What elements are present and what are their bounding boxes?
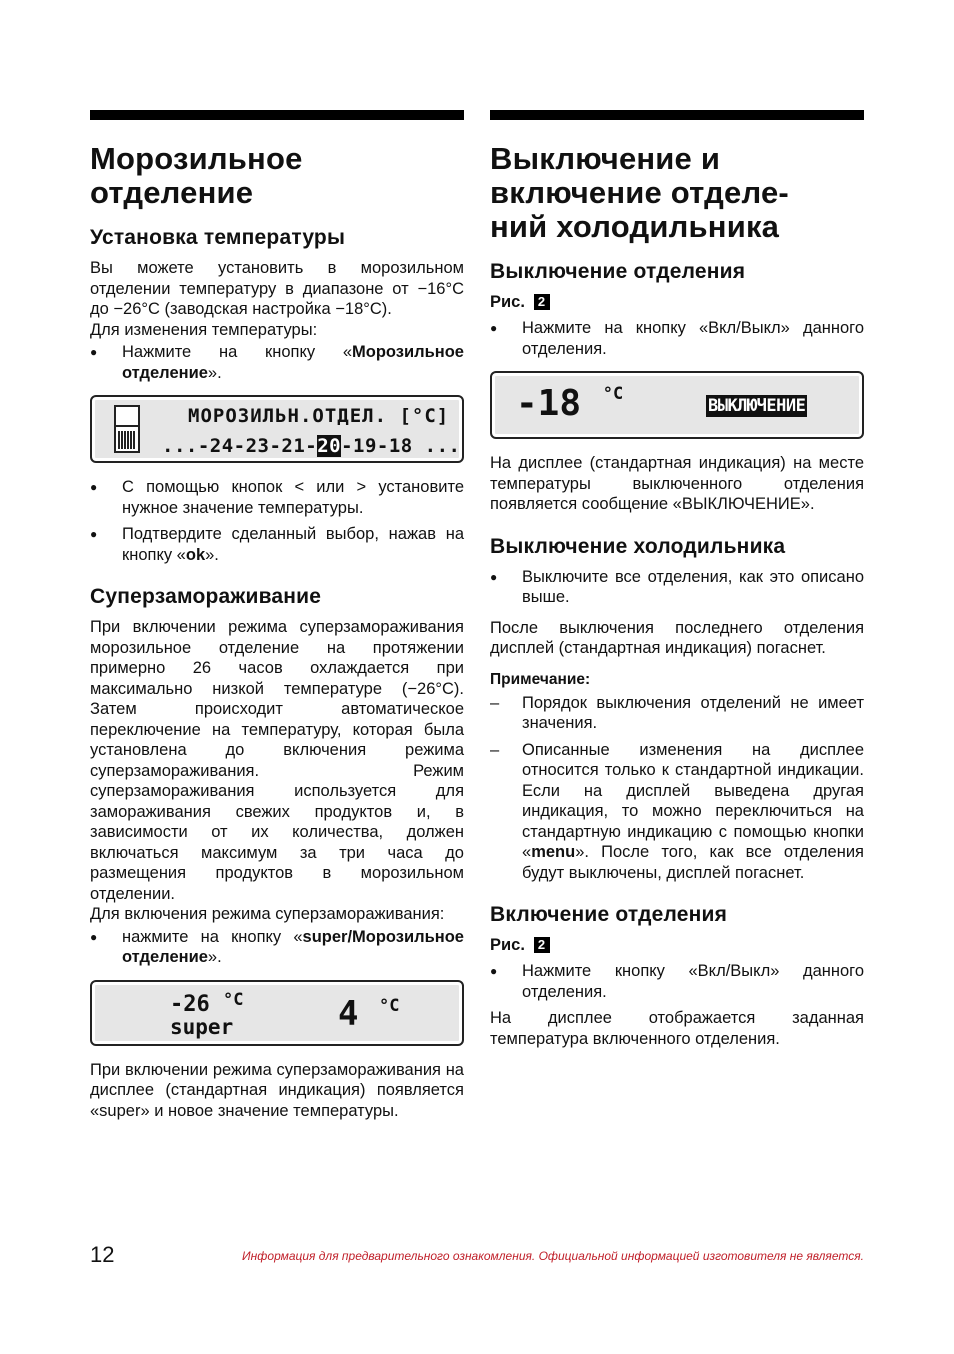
- note-heading: Примечание:: [490, 670, 591, 688]
- left-column: [90, 110, 464, 1121]
- freezer-compartment-icon: [114, 405, 140, 453]
- freezer-title: Морозильное отделение: [90, 141, 303, 210]
- temp-steps-2: [90, 477, 464, 565]
- temp-change-intro: Для изменения температуры:: [90, 320, 318, 339]
- selected-temp: 20: [317, 435, 342, 457]
- superfreeze-display: [90, 980, 464, 1046]
- figure-ref: Рис. 2: [490, 292, 864, 312]
- list-item: ● Нажмите на кнопку «Вкл/Выкл» данного отделения.: [490, 318, 864, 359]
- display-temp-scale: ...-24-23-21-20-19-18 ...: [162, 435, 461, 457]
- list-item: ● Нажмите кнопку «Вкл/Выкл» данного отделения.: [490, 961, 864, 1002]
- compartment-off-steps: [490, 318, 864, 359]
- display-fridge-temp: 4 $^{^\circ C}$: [338, 993, 400, 1034]
- compartment-off-heading: Выключение отделения: [490, 260, 746, 283]
- superfreeze-result: При включении режима суперзамораживания на дисплее (стандартная индикация) появляется «super» и новое значение температуры.: [90, 1060, 464, 1120]
- display-freezer-temp: -26 $^{^\circ C}$: [170, 989, 244, 1017]
- display-super-mode: super: [170, 1014, 234, 1039]
- list-item: ● Выключите все отделения, как это описано выше.: [490, 567, 864, 608]
- freezer-temp-display: [90, 395, 464, 463]
- page-number: 12: [90, 1242, 115, 1267]
- list-item: ● Нажмите на кнопку «Морозильное отделение».: [90, 342, 464, 383]
- off-display: [490, 371, 864, 439]
- compartment-on-heading: Включение отделения: [490, 903, 728, 926]
- temp-steps-1: [90, 342, 464, 383]
- figure-ref: Рис. 2: [490, 935, 864, 955]
- list-item: – Порядок выключения отделений не имеет значения.: [490, 693, 864, 734]
- superfreeze-text: При включении режима суперзамораживания морозильное отделение на протяжении примерно 26 часов охлаждается при максимально низкой температуре (−26°C). Затем происходит автоматическое переключение на температуру, которая была установлена до включения режима суперзамораживания. Режим суперзамораживания используется для замораживания свежих продуктов и, в зависимости от их количества, должен включаться максимум за три часа до размещения продуктов в морозильном отделении.: [90, 618, 464, 903]
- list-item: ● Подтвердите сделанный выбор, нажав на кнопку «ok».: [90, 524, 464, 565]
- section-rule: [490, 110, 864, 120]
- superfreeze-intro: Для включения режима суперзамораживания:: [90, 905, 445, 923]
- fridge-off-steps: [490, 567, 864, 608]
- note-list: [490, 693, 864, 884]
- superfreeze-heading: Суперзамораживание: [90, 585, 322, 608]
- list-item: ● нажмите на кнопку «super/Морозильное отделение».: [90, 927, 464, 968]
- temp-setting-heading: Установка температуры: [90, 226, 346, 249]
- disclaimer: Информация для предварительного ознакомления. Официальной информацией изготовителя не является.: [242, 1249, 864, 1263]
- fridge-off-text: После выключения последнего отделения дисплей (стандартная индикация) погаснет.: [490, 618, 864, 657]
- display-off-temp: -18 $^{^\circ C}$: [516, 383, 624, 424]
- display-menu-title: МОРОЗИЛЬН.ОТДЕЛ. [°C]: [188, 405, 450, 427]
- temp-setting-text: Вы можете установить в морозильном отделении температуру в диапазоне от −16°C до −26°C (заводская настройка −18°C).: [90, 259, 464, 318]
- onoff-title: Выключение и включение отделе- ний холодильника: [490, 141, 789, 244]
- compartment-on-text: На дисплее отображается заданная температура включенного отделения.: [490, 1009, 864, 1048]
- right-column: [490, 110, 864, 1049]
- list-item: ● С помощью кнопок < или > установите нужное значение температуры.: [90, 477, 464, 518]
- fridge-off-heading: Выключение холодильника: [490, 534, 786, 558]
- list-item: – Описанные изменения на дисплее относится только к стандартной индикации. Если на дисплей выведена другая индикация, то можно переключиться на стандартную индикацию с помощью кнопки «menu». После того, как все отделения будут выключены, дисплей погаснет.: [490, 740, 864, 884]
- compartment-off-text: На дисплее (стандартная индикация) на месте температуры выключенного отделения появляется сообщение «ВЫКЛЮЧЕНИЕ».: [490, 454, 864, 513]
- display-off-status: ВЫКЛЮЧЕНИЕ: [708, 396, 806, 416]
- section-rule: [90, 110, 464, 120]
- superfreeze-steps: [90, 927, 464, 968]
- compartment-on-steps: [490, 961, 864, 1002]
